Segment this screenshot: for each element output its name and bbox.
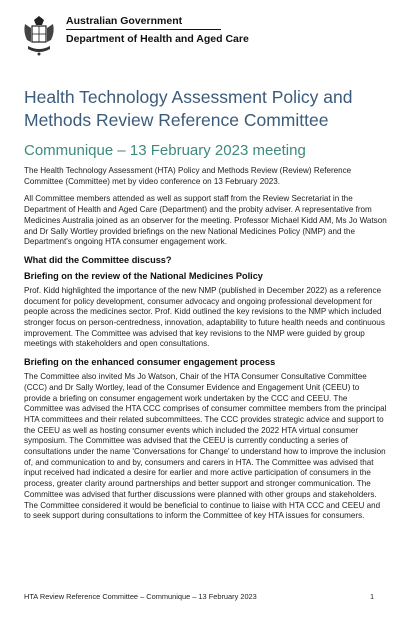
footer-text: HTA Review Reference Committee – Communique – 13 February 2023 xyxy=(24,592,257,601)
coat-of-arms-icon xyxy=(22,12,56,58)
page-number: 1 xyxy=(370,592,375,601)
page-subtitle: Communique – 13 February 2023 meeting xyxy=(24,142,306,159)
department-name: Department of Health and Aged Care xyxy=(66,33,249,45)
section-heading: What did the Committee discuss? xyxy=(24,254,172,265)
government-name: Australian Government xyxy=(66,15,183,27)
intro-paragraph-2: All Committee members attended as well as support staff from the Review Secretariat in the Department of Health and Aged Care (Department) and the probity adviser. A representative from Medicines Australia joined as an observer for the meeting. Professor Michael Kidd AM, Ms Jo Watson and Dr Sally Wortley provided briefings on the new National Medicines Policy (NMP) and the Department's ongoing HTA consumer engagement work. xyxy=(24,194,387,247)
briefing-nmp-heading: Briefing on the review of the National Medicines Policy xyxy=(24,270,263,281)
document-body xyxy=(24,86,388,529)
briefing-consumer-paragraph: The Committee also invited Ms Jo Watson, Chair of the HTA Consumer Consultative Committee (CCC) and Dr Sally Wortley, lead of the Consumer Evidence and Engagement Unit (CEEU) to provide a briefing on consumer engagement work undertaken by the CCC and CEEU. The Committee was advised the HTA CCC comprises of consumer committee members from the principal HTA committees and their related subcommittees. The CCC provides strategic advice and support to the CEEU as well as hosting consumer events which included the 2022 HTA virtual consumer symposium. The Committee was advised that the CEEU is currently conducting a series of consultations under the name 'Conversations for Change' to understand how to improve the inclusion of, and communication to and by, consumers and carers in HTA. The Committee was advised that input received had indicated a desire for earlier and more active participation of consumers in the process, greater clarity around partnerships and better support and stronger communication. The Committee was advised that further discussions were planned with other groups and stakeholders. The Committee considered it would be beneficial to continue to liaise with HTA CCC and CEEU and to seek support during consultations to inform the Committee of key HTA issues for consumers. xyxy=(24,372,387,521)
intro-paragraph-1: The Health Technology Assessment (HTA) Policy and Methods Review (Review) Reference Committee (Committee) met by video conference on 13 February 2023. xyxy=(24,166,352,186)
briefing-consumer-heading: Briefing on the enhanced consumer engagement process xyxy=(24,357,276,368)
page-header xyxy=(22,12,402,66)
header-divider xyxy=(66,29,221,30)
briefing-nmp-paragraph: Prof. Kidd highlighted the importance of the new NMP (published in December 2022) as a reference document for policy development, consumer advocacy and ongoing professional development for people across the medicines sector. Prof. Kidd outlined the key revisions to the NMP which included stronger focus on person-centredness, innovation, adaptability to future health needs and continuous improvement. The Committee was advised that key revisions to the NMP were guided by group meetings with stakeholders and open consultations. xyxy=(24,285,385,349)
page-title: Health Technology Assessment Policy and Methods Review Reference Committee xyxy=(24,87,353,130)
